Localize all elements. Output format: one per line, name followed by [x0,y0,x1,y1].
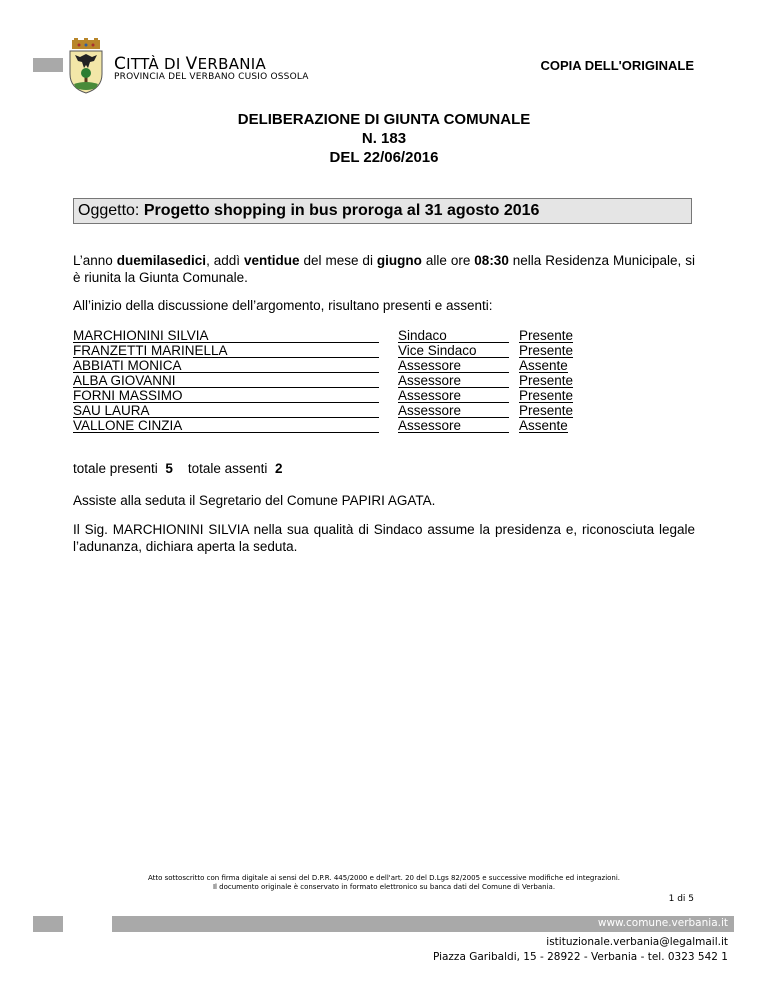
member-row: MARCHIONINI SILVIA Sindaco Presente [73,328,574,343]
attendance-intro: All’inizio della discussione dell’argomento, risultano presenti e assenti: [73,298,493,313]
signature-footnote: Atto sottoscritto con firma digitale ai sensi del D.P.R. 445/2000 e dell'art. 20 del D.Lgs 82/2005 e successive modifiche ed integrazioni. Il documento originale è conservato in formato elettronico su banca dati del Comune di Verbania. [147,874,621,891]
footer-email[interactable]: istituzionale.verbania@legalmail.it [546,936,728,948]
member-row: SAU LAURA Assessore Presente [73,403,574,418]
intro-paragraph: L’anno duemilasedici, addì ventidue del mese di giugno alle ore 08:30 nella Residenza Municipale, si è riunita la Giunta Comunale. [73,253,696,285]
page-number: 1 di 5 [668,894,694,904]
member-row: FORNI MASSIMO Assessore Presente [73,388,574,403]
oggetto-box [73,198,692,224]
title-line-3: DEL 22/06/2016 [329,149,439,166]
member-row: ALBA GIOVANNI Assessore Presente [73,373,574,388]
city-name: CITTÀ DI VERBANIA [114,54,267,74]
city-crest-icon [66,38,106,94]
title-line-2: N. 183 [361,130,407,147]
absent-count: 2 [274,461,283,476]
footer-grey-block [33,916,63,932]
header-grey-block [33,58,63,72]
member-row: ABBIATI MONICA Assessore Assente [73,358,568,373]
member-row: VALLONE CINZIA Assessore Assente [73,418,568,433]
attendance-totals: totale presenti 5 totale assenti 2 [73,461,283,476]
footer-website-link[interactable]: www.comune.verbania.it [597,917,728,929]
title-line-1: DELIBERAZIONE DI GIUNTA COMUNALE [237,111,531,128]
oggetto-text: Progetto shopping in bus proroga al 31 agosto 2016 [143,202,540,219]
member-row: FRANZETTI MARINELLA Vice Sindaco Presente [73,343,574,358]
presidency-paragraph: Il Sig. MARCHIONINI SILVIA nella sua qualità di Sindaco assume la presidenza e, riconosciuta legale l’adunanza, dichiara aperta la seduta. [73,522,695,554]
members-list [73,328,693,433]
province-name: PROVINCIA DEL VERBANO CUSIO OSSOLA [114,72,309,82]
present-count: 5 [165,461,173,476]
copy-label: COPIA DELL'ORIGINALE [540,58,694,73]
secretary-paragraph: Assiste alla seduta il Segretario del Comune PAPIRI AGATA. [73,493,436,508]
oggetto-label: Oggetto: [78,202,140,219]
footer-address: Piazza Garibaldi, 15 - 28922 - Verbania - tel. 0323 542 1 [432,951,728,963]
document-title [0,110,768,167]
